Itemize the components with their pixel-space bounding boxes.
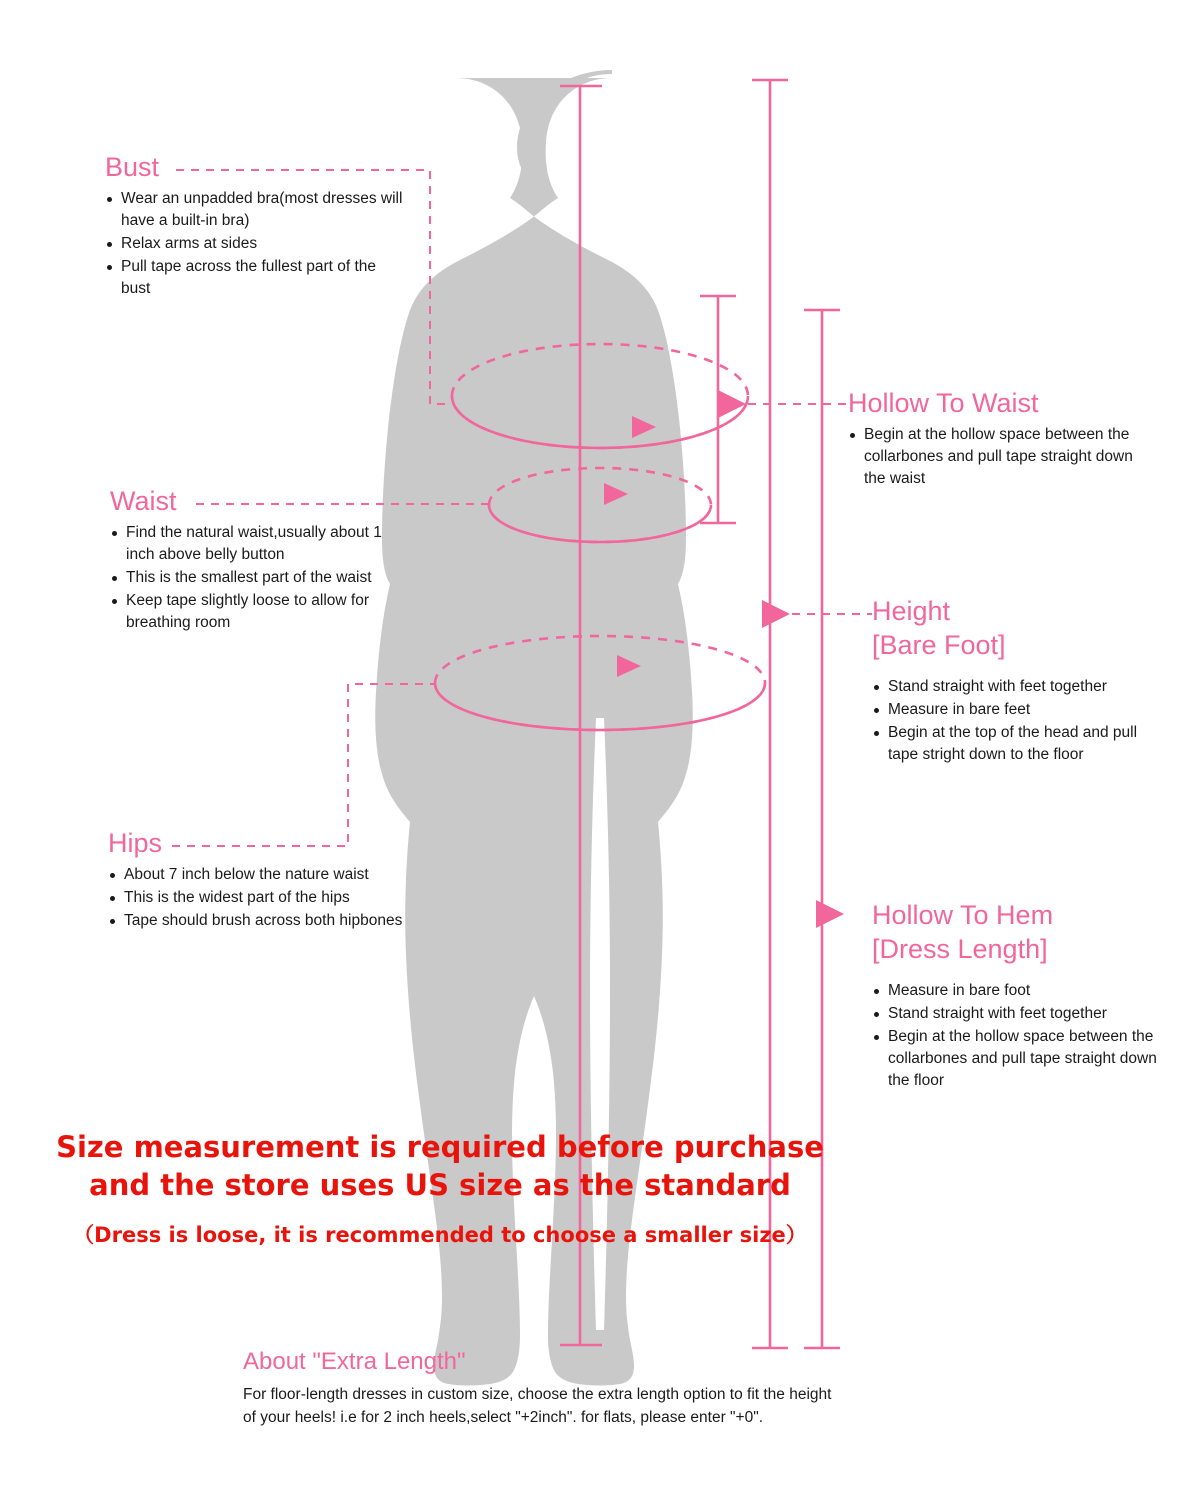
list-item: Relax arms at sides [105, 233, 405, 255]
hips-bullet-list [108, 864, 428, 932]
list-item: Measure in bare foot [872, 980, 1158, 1002]
bust-bullet-list [105, 188, 405, 300]
height-bullet-list [872, 676, 1162, 766]
list-item: Find the natural waist,usually about 1 inch above belly button [110, 522, 410, 566]
alert-line-3: （Dress is loose, it is recommended to choose a smaller size） [73, 1223, 807, 1247]
height-arrow [762, 600, 790, 628]
extra-length-title: About "Extra Length" [243, 1348, 466, 1375]
waist-bullet-list [110, 522, 410, 634]
extra-length-line-2: of your heels! i.e for 2 inch heels,select "+2inch". for flats, please enter "+0". [243, 1409, 764, 1426]
bust-title: Bust [105, 152, 160, 182]
extra-length-section [243, 1348, 943, 1429]
alert-line-1: Size measurement is required before purchase [56, 1130, 824, 1164]
bust-section [105, 152, 405, 301]
list-item: Pull tape across the fullest part of the bust [105, 256, 405, 300]
hollow-to-hem-section [872, 898, 1158, 1093]
waist-section [110, 486, 410, 635]
hollow-to-waist-title: Hollow To Waist [848, 388, 1039, 418]
list-item: This is the widest part of the hips [108, 887, 428, 909]
list-item: About 7 inch below the nature waist [108, 864, 428, 886]
hollow-to-hem-title-line2: [Dress Length] [872, 934, 1048, 964]
hollow-to-hem-bullet-list [872, 980, 1158, 1092]
list-item: Measure in bare feet [872, 699, 1162, 721]
hollow-to-waist-bullet-list [848, 424, 1148, 490]
list-item: Begin at the hollow space between the collarbones and pull tape straight down the floor [872, 1026, 1158, 1092]
alert-line-2: and the store uses US size as the standard [89, 1168, 791, 1202]
height-title-line1: Height [872, 596, 951, 626]
list-item: Stand straight with feet together [872, 676, 1162, 698]
list-item: Begin at the hollow space between the collarbones and pull tape straight down the waist [848, 424, 1148, 490]
hollow-to-hem-title-line1: Hollow To Hem [872, 900, 1054, 930]
hollow-to-waist-arrow [718, 390, 746, 418]
list-item: Keep tape slightly loose to allow for breathing room [110, 590, 410, 634]
hollow-to-hem-arrow [816, 900, 844, 928]
list-item: This is the smallest part of the waist [110, 567, 410, 589]
height-section [872, 594, 1162, 767]
hollow-to-waist-section [848, 388, 1148, 491]
hips-section [108, 828, 428, 933]
list-item: Tape should brush across both hipbones [108, 910, 428, 932]
list-item: Begin at the top of the head and pull tape stright down to the floor [872, 722, 1162, 766]
list-item: Stand straight with feet together [872, 1003, 1158, 1025]
extra-length-line-1: For floor-length dresses in custom size, choose the extra length option to fit the height [243, 1386, 832, 1403]
height-title-line2: [Bare Foot] [872, 630, 1006, 660]
list-item: Wear an unpadded bra(most dresses will have a built-in bra) [105, 188, 405, 232]
waist-title: Waist [110, 486, 177, 516]
hips-title: Hips [108, 828, 163, 858]
size-alert-message [0, 1128, 880, 1250]
